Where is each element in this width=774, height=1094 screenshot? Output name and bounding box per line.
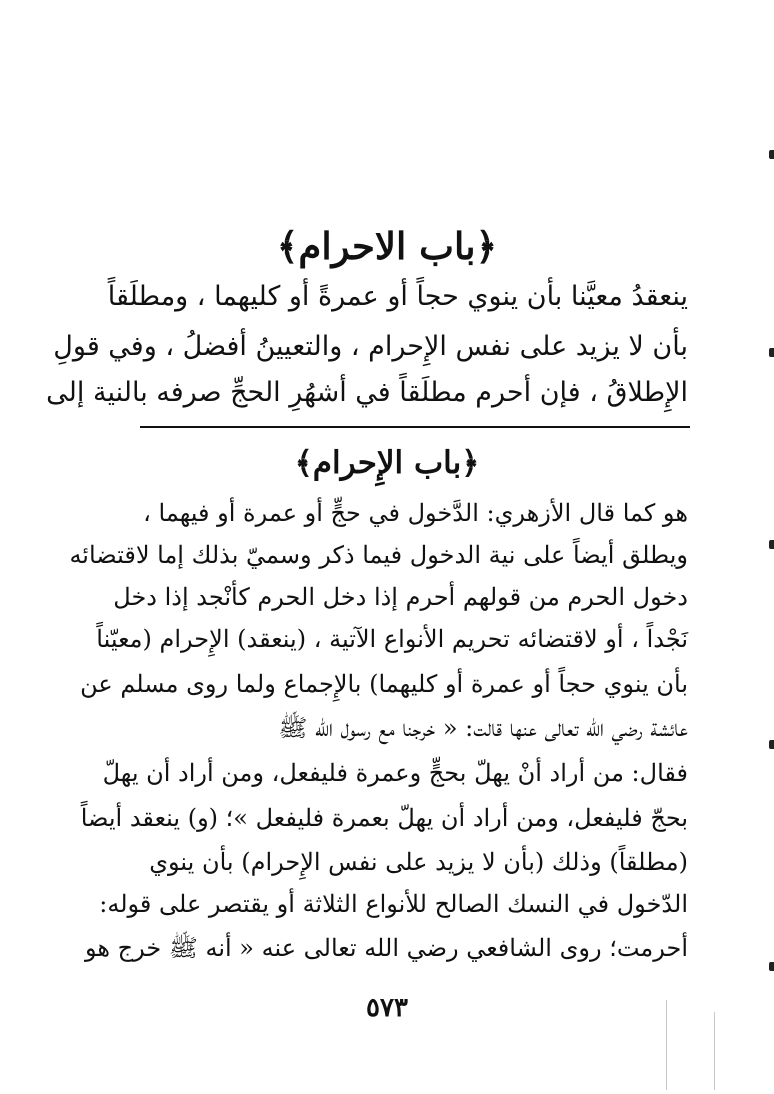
commentary-line: دخول الحرم من قولهم أحرم إذا دخل الحرم كأنْجد إذا دخل <box>113 583 688 611</box>
edge-mark <box>769 150 774 159</box>
commentary-line: (مطلقاً) وذلك (بأن لا يزيد على نفس الإِحرام) بأن ينوي <box>149 848 688 876</box>
commentary-line: بأن ينوي حجاً أو عمرة أو كليهما) بالإِجماع ولما روى مسلم عن <box>80 670 688 698</box>
matn-line: الإِطلاقُ ، فإن أحرم مطلَقاً في أشهُرِ الحجِّ صرفه بالنية إلى <box>46 377 688 408</box>
commentary-line: بحجّ فليفعل، ومن أراد أن يهلّ بعمرة فليفعل »؛ (و) ينعقد أيضاً <box>80 804 688 832</box>
commentary-line: عائشة رضي الله تعالى عنها قالت: « خرجنا مع رسول الله ﷺ <box>278 714 688 742</box>
page-number: ٥٧٣ <box>366 993 408 1023</box>
edge-mark <box>769 540 774 549</box>
separator-rule <box>140 426 690 428</box>
commentary-line: هو كما قال الأزهري: الدَّخول في حجٍّ أو عمرة أو فيهما ، <box>143 499 688 527</box>
edge-mark <box>769 348 774 357</box>
chapter-title: ﴿باب الاحرام﴾ <box>276 224 498 268</box>
commentary-line: فقال: من أراد أنْ يهلّ بحجٍّ وعمرة فليفعل، ومن أراد أن يهلّ <box>102 759 688 787</box>
commentary-title: ﴿باب الإِحرام﴾ <box>294 445 480 481</box>
commentary-line: أحرمت؛ روى الشافعي رضي الله تعالى عنه « أنه ﷺ خرج هو <box>84 934 688 962</box>
commentary-line: نَجْداً ، أو لاقتضائه تحريم الأنواع الآتية ، (ينعقد) الإِحرام (معيّناً <box>96 625 688 653</box>
matn-line: ينعقدُ معيَّنا بأن ينوي حجاً أو عمرةً أو كليهما ، ومطلَقاً <box>107 281 688 312</box>
gutter-line <box>666 1000 667 1090</box>
matn-line: بأن لا يزيد على نفس الإِحرام ، والتعيينُ أفضلُ ، وفي قولِ <box>53 331 688 362</box>
commentary-line: ويطلق أيضاً على نية الدخول فيما ذكر وسميّ بذلك إما لاقتضائه <box>69 541 688 569</box>
edge-mark <box>769 962 774 971</box>
edge-mark <box>769 740 774 749</box>
commentary-line: الدّخول في النسك الصالح للأنواع الثلاثة أو يقتصر على قوله: <box>99 890 688 918</box>
gutter-line <box>714 1012 715 1090</box>
